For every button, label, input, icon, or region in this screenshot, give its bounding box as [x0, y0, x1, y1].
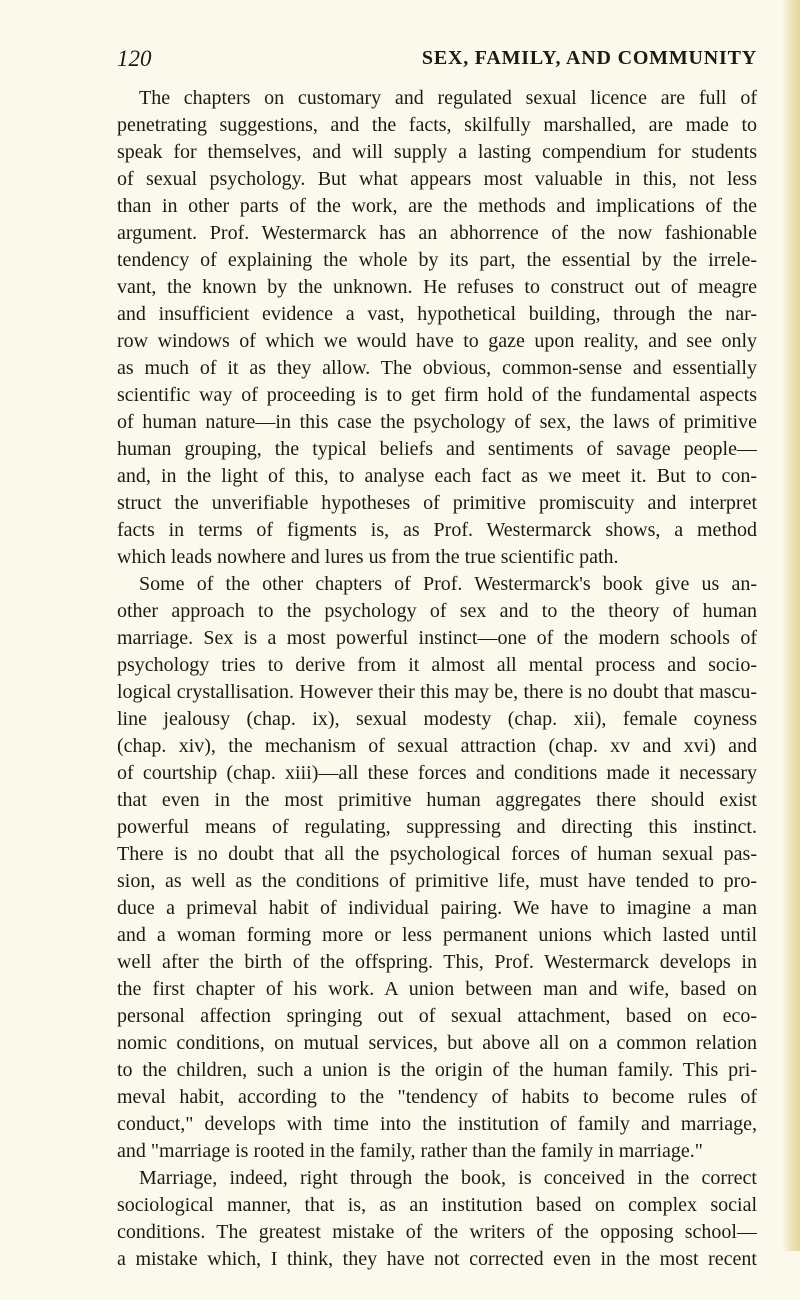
text-line: and a woman forming more or less permanent unions which lasted until: [117, 924, 757, 946]
text-line: conduct," develops with time into the institution of family and marriage,: [117, 1113, 757, 1135]
text-line: well after the birth of the offspring. This, Prof. Westermarck develops in: [117, 951, 757, 973]
text-line: other approach to the psychology of sex and to the theory of human: [117, 600, 757, 622]
text-line: nomic conditions, on mutual services, but above all on a common relation: [117, 1032, 757, 1054]
text-line: marriage. Sex is a most powerful instinct—one of the modern schools of: [117, 627, 757, 649]
text-line: a mistake which, I think, they have not corrected even in the most recent: [117, 1248, 757, 1270]
text-line: of human nature—in this case the psychology of sex, the laws of primitive: [117, 411, 757, 433]
text-line: line jealousy (chap. ix), sexual modesty (chap. xii), female coyness: [117, 708, 757, 730]
text-line: scientific way of proceeding is to get firm hold of the fundamental aspects: [117, 384, 757, 406]
text-line: Some of the other chapters of Prof. Westermarck's book give us an-: [139, 573, 757, 595]
text-line: The chapters on customary and regulated sexual licence are full of: [139, 87, 757, 109]
text-line: psychology tries to derive from it almost all mental process and socio-: [117, 654, 757, 676]
text-line: vant, the known by the unknown. He refuses to construct out of meagre: [117, 276, 757, 298]
text-line: as much of it as they allow. The obvious, common-sense and essentially: [117, 357, 757, 379]
text-line: [117, 1273, 757, 1300]
text-line: There is no doubt that all the psychological forces of human sexual pas-: [117, 843, 757, 865]
text-line: facts in terms of figments is, as Prof. Westermarck shows, a method: [117, 519, 757, 541]
text-line: conditions. The greatest mistake of the writers of the opposing school—: [117, 1221, 757, 1243]
text-line: sociological manner, that is, as an institution based on complex social: [117, 1194, 757, 1216]
text-line: tendency of explaining the whole by its part, the essential by the irrele-: [117, 249, 757, 271]
text-line: (chap. xiv), the mechanism of sexual attraction (chap. xv and xvi) and: [117, 735, 757, 757]
text-line: than in other parts of the work, are the methods and implications of the: [117, 195, 757, 217]
text-line: and "marriage is rooted in the family, rather than the family in marriage.": [117, 1140, 703, 1162]
text-line: that even in the most primitive human aggregates there should exist: [117, 789, 757, 811]
page-header: [117, 46, 757, 76]
page-number: 120: [117, 46, 152, 71]
text-line: to the children, such a union is the origin of the human family. This pri-: [117, 1059, 757, 1081]
text-line: which leads nowhere and lures us from the true scientific path.: [117, 546, 619, 568]
text-line: argument. Prof. Westermarck has an abhorrence of the now fashionable: [117, 222, 757, 244]
running-head: SEX, FAMILY, AND COMMUNITY: [421, 47, 757, 69]
text-line: speak for themselves, and will supply a lasting compendium for students: [117, 141, 757, 163]
text-line: and insufficient evidence a vast, hypothetical building, through the nar-: [117, 303, 757, 325]
text-line: duce a primeval habit of individual pairing. We have to imagine a man: [117, 897, 757, 919]
text-line: personal affection springing out of sexual attachment, based on eco-: [117, 1005, 757, 1027]
text-line: Marriage, indeed, right through the book, is conceived in the correct: [139, 1167, 757, 1189]
text-line: logical crystallisation. However their this may be, there is no doubt that mascu-: [117, 681, 757, 703]
text-line: of courtship (chap. xiii)—all these forces and conditions made it necessary: [117, 762, 757, 784]
text-line: struct the unverifiable hypotheses of primitive promiscuity and interpret: [117, 492, 757, 514]
text-line: of sexual psychology. But what appears most valuable in this, not less: [117, 168, 757, 190]
page-edge-shading: [782, 0, 800, 1251]
text-line: human grouping, the typical beliefs and sentiments of savage people—: [117, 438, 757, 460]
text-line: penetrating suggestions, and the facts, skilfully marshalled, are made to: [117, 114, 757, 136]
text-line: row windows of which we would have to gaze upon reality, and see only: [117, 330, 757, 352]
text-line: powerful means of regulating, suppressing and directing this instinct.: [117, 816, 757, 838]
text-line: meval habit, according to the "tendency of habits to become rules of: [117, 1086, 757, 1108]
body-text: [117, 85, 757, 1300]
text-line: and, in the light of this, to analyse each fact as we meet it. But to con-: [117, 465, 757, 487]
text-line: the first chapter of his work. A union between man and wife, based on: [117, 978, 757, 1000]
text-line: sion, as well as the conditions of primitive life, must have tended to pro-: [117, 870, 757, 892]
